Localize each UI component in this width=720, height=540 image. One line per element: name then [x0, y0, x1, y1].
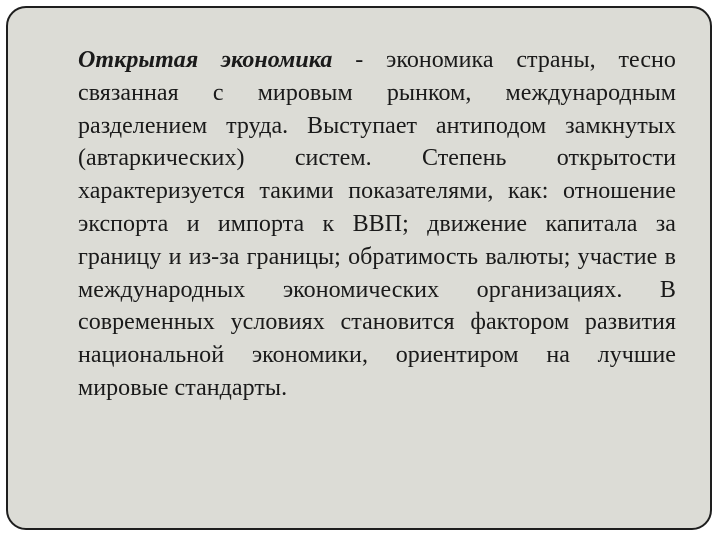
slide-frame — [6, 6, 712, 530]
term-heading: Открытая экономика — [78, 47, 333, 73]
term-definition: - экономика страны, тесно связанная с мировым рынком, международным разделением труда. Выступает антиподом замкнутых (автаркических) систем. Степень открытости характеризуется такими показателями, как: отношение экспорта и импорта к ВВП; движение капитала за границу и из-за границы; обратимость валюты; участие в международных экономических организациях. В современных условиях становится фактором развития национальной экономики, ориентиром на лучшие мировые стандарты. — [78, 47, 676, 401]
slide-body-text — [78, 44, 676, 405]
